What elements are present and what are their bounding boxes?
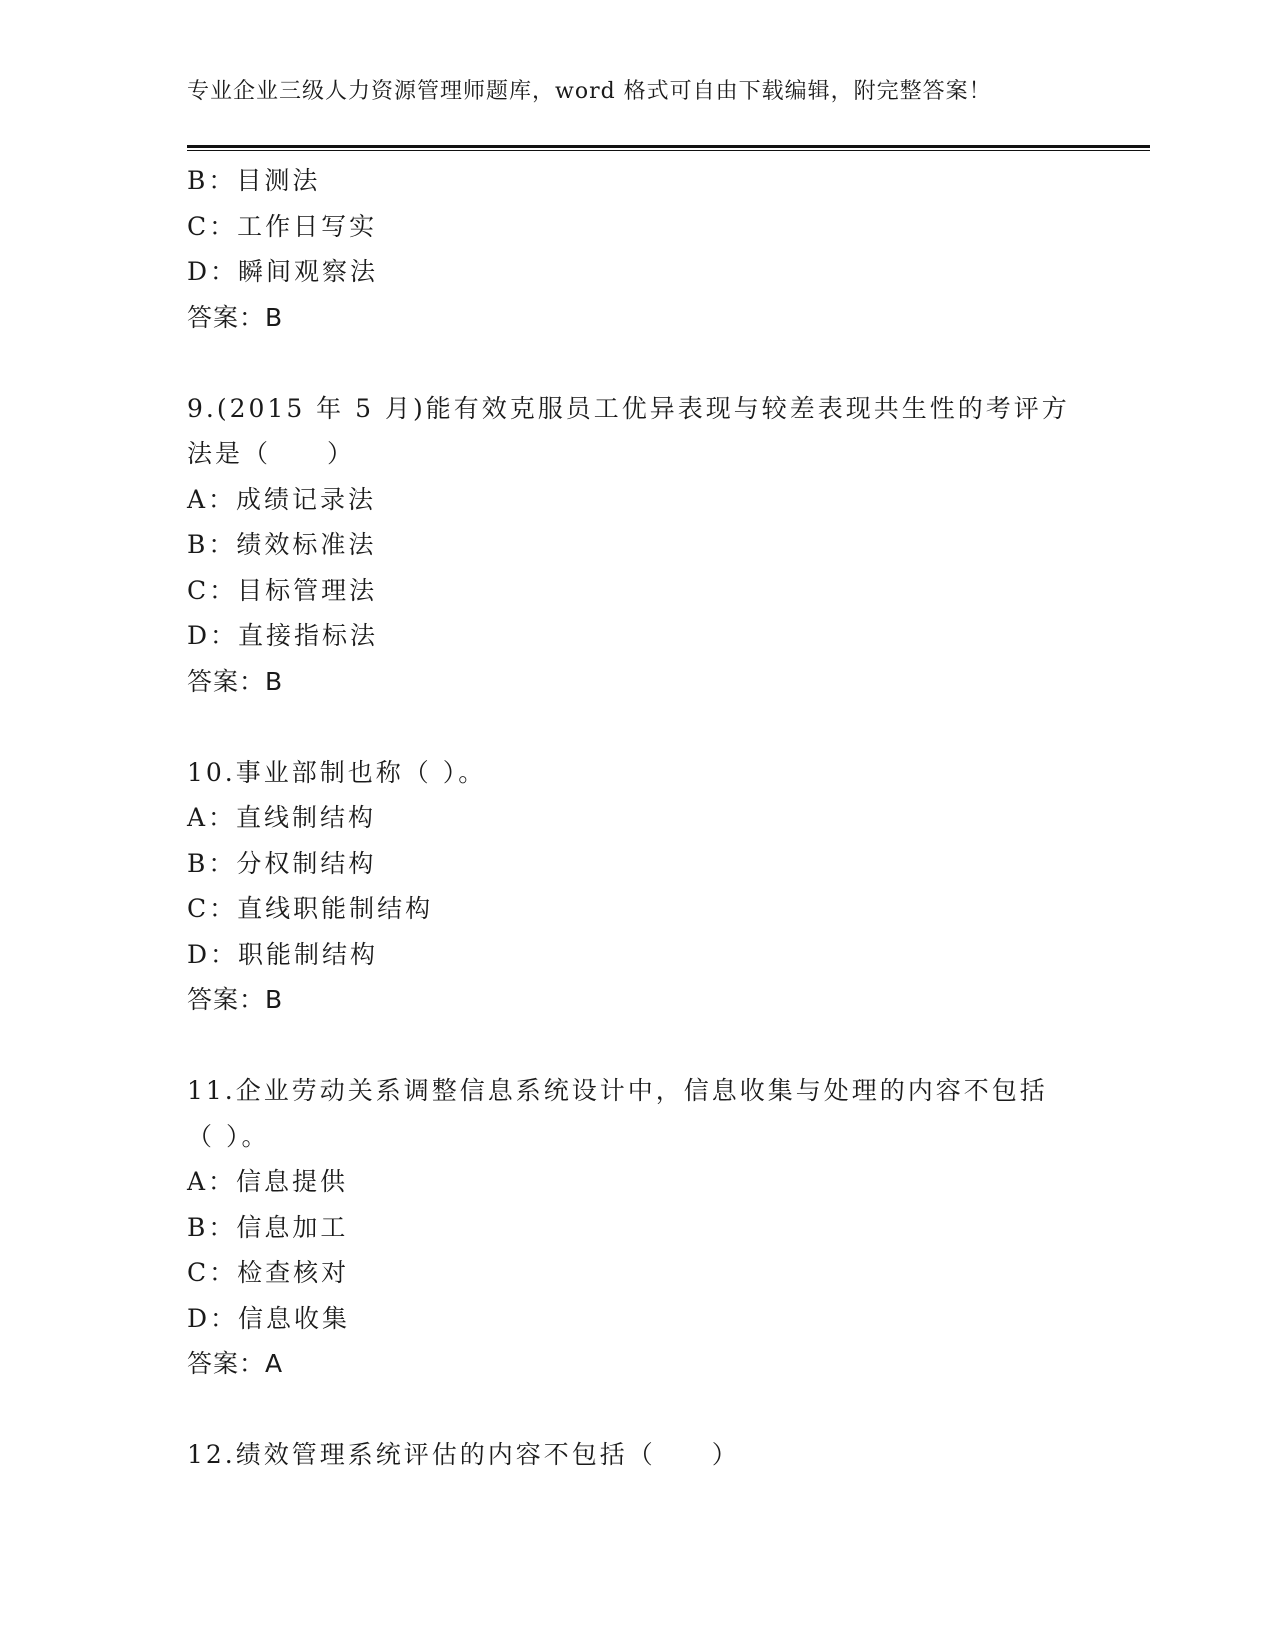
option-a: A：成绩记录法 — [187, 484, 377, 514]
option-d: D：瞬间观察法 — [187, 257, 379, 286]
spacer — [187, 704, 1087, 750]
spacer — [187, 1023, 1087, 1069]
question-10 — [187, 750, 1087, 1023]
answer: 答案：B — [187, 985, 284, 1014]
option-b: B：绩效标准法 — [187, 530, 377, 559]
question-stem: 9.(2015 年 5 月)能有效克服员工优异表现与较差表现共生性的考评方 — [187, 393, 1070, 423]
spacer — [187, 1387, 1087, 1433]
question-9 — [187, 386, 1087, 705]
continued-question — [187, 158, 1087, 340]
option-d: D：信息收集 — [187, 1303, 351, 1333]
option-d: D：职能制结构 — [187, 939, 379, 969]
option-c: C：目标管理法 — [187, 575, 378, 605]
question-12 — [187, 1432, 1087, 1478]
option-b: B：目测法 — [187, 166, 321, 195]
option-a: A：直线制结构 — [187, 803, 377, 832]
page-header: 专业企业三级人力资源管理师题库，word 格式可自由下载编辑，附完整答案！ — [187, 79, 992, 104]
option-d: D：直接指标法 — [187, 621, 379, 650]
question-stem: 11.企业劳动关系调整信息系统设计中，信息收集与处理的内容不包括 — [187, 1076, 1048, 1105]
option-b: B：分权制结构 — [187, 848, 377, 878]
question-stem: （ ）。 — [187, 1121, 270, 1151]
answer: 答案：A — [187, 1349, 284, 1378]
option-c: C：直线职能制结构 — [187, 894, 434, 923]
option-b: B：信息加工 — [187, 1212, 349, 1242]
option-c: C：工作日写实 — [187, 211, 378, 241]
spacer — [187, 340, 1087, 386]
question-list — [187, 158, 1087, 1478]
question-stem: 12.绩效管理系统评估的内容不包括（ ） — [187, 1440, 740, 1469]
question-stem: 10.事业部制也称（ ）。 — [187, 757, 487, 787]
question-11 — [187, 1068, 1087, 1387]
question-stem: 法是（ ） — [187, 439, 356, 468]
option-a: A：信息提供 — [187, 1167, 349, 1196]
option-c: C：检查核对 — [187, 1258, 350, 1287]
answer: 答案：B — [187, 302, 284, 332]
header-rule — [187, 145, 1150, 151]
answer: 答案：B — [187, 666, 284, 696]
